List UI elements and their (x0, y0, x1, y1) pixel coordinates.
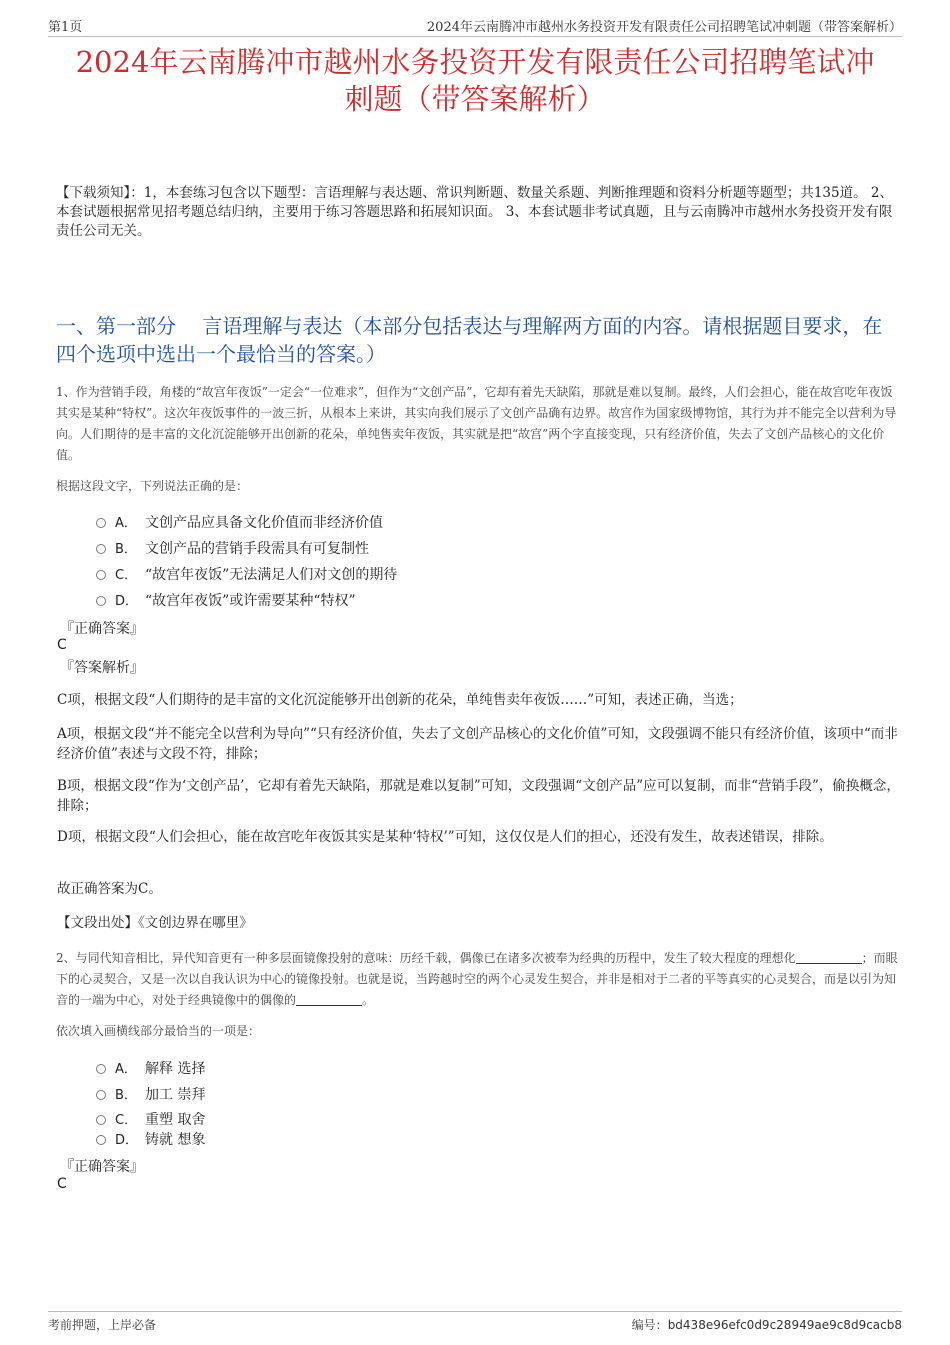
analysis-paragraph: D项，根据文段“人们会担心，能在故宫吃年夜饭其实是某种‘特权’”可知，这仅仅是人们的担心，还没有发生，故表述错误，排除。 (57, 829, 833, 845)
header-doc-title: 2024年云南腾冲市越州水务投资开发有限责任公司招聘笔试冲刺题（带答案解析） (426, 20, 902, 35)
option-text: 重塑 取舍 (145, 1112, 206, 1128)
fill-blank (796, 951, 862, 964)
radio-icon[interactable] (96, 1135, 106, 1145)
question-2-option-a[interactable]: A． 解释 选择 (96, 1058, 205, 1078)
question-2-option-d[interactable]: D． 铸就 想象 (96, 1129, 205, 1149)
option-text: 文创产品应具备文化价值而非经济价值 (145, 515, 383, 531)
footer-code: 编号：bd438e96efc0d9c28949ae9c8d9cacb8 (631, 1318, 902, 1332)
question-2-option-b[interactable]: B． 加工 崇拜 (96, 1084, 205, 1104)
option-text: 铸就 想象 (145, 1132, 206, 1148)
analysis-paragraph: A项，根据文段“并不能完全以营利为导向”“只有经济价值，失去了文创产品核心的文化价值”可知，文段强调不能只有经济价值，该项中“而非经济价值”表述与文段不符，排除； (57, 726, 898, 762)
radio-icon[interactable] (96, 1115, 106, 1125)
analysis-conclusion: 故正确答案为C。 (57, 881, 162, 897)
radio-icon[interactable] (96, 1064, 106, 1074)
question-1-answer-label: 『正确答案』 (60, 621, 144, 637)
question-1-option-b[interactable]: B． 文创产品的营销手段需具有可复制性 (96, 538, 369, 558)
document-title (40, 44, 910, 118)
title-line-1: 2024年云南腾冲市越州水务投资开发有限责任公司招聘笔试冲 (75, 45, 875, 79)
option-text: “故宫年夜饭”或许需要某种“特权” (145, 593, 356, 609)
analysis-paragraph: C项，根据文段“人们期待的是丰富的文化沉淀能够开出创新的花朵，单纯售卖年夜饭……”可知，表述正确，当选； (57, 692, 743, 708)
question-1-option-d[interactable]: D． “故宫年夜饭”或许需要某种“特权” (96, 590, 356, 610)
question-1-prompt: 根据这段文字，下列说法正确的是： (56, 479, 249, 493)
option-text: 加工 崇拜 (145, 1087, 206, 1103)
question-1-analysis-label: 『答案解析』 (60, 660, 144, 676)
radio-icon[interactable] (96, 570, 106, 580)
question-1-stem: 1、作为营销手段，角楼的“故宫年夜饭”一定会“一位难求”，但作为“文创产品”，它却有着先天缺陷，那就是难以复制。最终，人们会担心，能在故宫吃年夜饭其实是某种“特权”。这次年夜饭事件的一波三折，从根本上来讲，其实向我们展示了文创产品确有边界。故宫作为国家级博物馆，其行为并不能完全以营利为导向。人们期待的是丰富的文化沉淀能够开出创新的花朵，单纯售卖年夜饭，其实就是把“故宫”两个字直接变现，只有经济价值，失去了文创产品核心的文化价值。 (56, 385, 897, 462)
option-text: “故宫年夜饭”无法满足人们对文创的期待 (145, 567, 398, 583)
footer-slogan: 考前押题，上岸必备 (48, 1318, 157, 1332)
radio-icon[interactable] (96, 544, 106, 554)
section-title: 一、第一部分 言语理解与表达（本部分包括表达与理解两方面的内容。请根据题目要求，在四个选项中选出一个最恰当的答案。） (56, 314, 883, 366)
question-2-answer: C (57, 1176, 67, 1192)
page-number: 第1页 (48, 20, 83, 35)
question-2-option-c[interactable]: C． 重塑 取舍 (96, 1109, 205, 1129)
question-2-prompt: 依次填入画横线部分最恰当的一项是： (56, 1024, 261, 1038)
question-1-source: 【文段出处】《文创边界在哪里》 (57, 915, 253, 931)
page-header (48, 14, 902, 37)
question-2-stem: 2、与同代知音相比，异代知音更有一种多层面镜像投射的意味：历经千载，偶像已在诸多次被奉为经典的历程中，发生了较大程度的理想化 ；而眼下的心灵契合，又是一次以自我认识为中心的镜像投射。也就是说，当跨越时空的两个心灵发生契合，并非是相对于二者的平等真实的心灵契合，而是以引为知音的一端为中心，对处于经典镜像中的偶像的 。 (56, 951, 898, 1007)
question-1-answer: C (57, 637, 67, 653)
option-text: 解释 选择 (145, 1061, 206, 1077)
radio-icon[interactable] (96, 596, 106, 606)
question-1-option-a[interactable]: A． 文创产品应具备文化价值而非经济价值 (96, 512, 383, 532)
question-1-option-c[interactable]: C． “故宫年夜饭”无法满足人们对文创的期待 (96, 564, 397, 584)
download-notice: 【下载须知】：1，本套练习包含以下题型：言语理解与表达题、常识判断题、数量关系题、判断推理题和资料分析题等题型；共135道。 2、本套试题根据常见招考题总结归纳，主要用于练习答题思路和拓展知识面。 3、本套试题非考试真题，且与云南腾冲市越州水务投资开发有限责任公司无关。 (56, 185, 893, 239)
analysis-paragraph: B项，根据文段“作为‘文创产品’，它却有着先天缺陷，那就是难以复制”可知，文段强调“文创产品”应可以复制，而非“营销手段”，偷换概念，排除； (57, 778, 900, 814)
question-2-answer-label: 『正确答案』 (60, 1159, 144, 1175)
radio-icon[interactable] (96, 518, 106, 528)
option-text: 文创产品的营销手段需具有可复制性 (145, 541, 369, 557)
fill-blank (296, 993, 362, 1006)
page-footer (48, 1311, 902, 1334)
title-line-2: 刺题（带答案解析） (344, 82, 606, 116)
radio-icon[interactable] (96, 1090, 106, 1100)
